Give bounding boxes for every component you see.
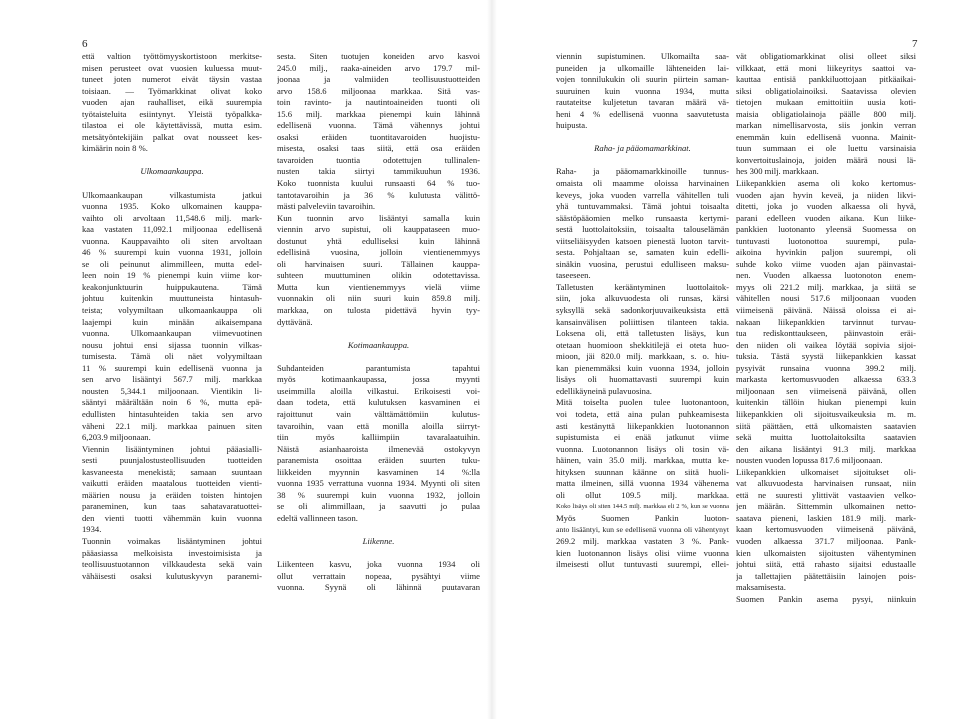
text-line: nousu johtui ensi sijassa tuonnin vilkas- [82, 339, 262, 350]
right-page-column-2 [736, 51, 916, 605]
text-line: useimmilla aloilla vilkastui. Erikoisesti voi- [277, 385, 480, 396]
text-line: maksamisesta. [736, 582, 786, 593]
text-line: vuonna. Ulkomaankaupan viimevuotinen [82, 328, 262, 339]
text-line: nusten takia siirtyi tammikuuhun 1936. [277, 166, 480, 177]
text-line: vaihto oli arvoltaan 11,548.6 milj. mark- [82, 212, 262, 223]
text-line: suhde koko viime vuoden ajan päinvastai- [736, 258, 916, 269]
text-line: tuksia. Tästä syystä liikepankkien kassat [736, 351, 916, 362]
text-line: Liikepankkien ulkomaiset sijoitukset oli- [736, 466, 916, 477]
text-line: määrien nousu ja eräiden toisten hintojen [82, 489, 262, 500]
text-line: 15.6 milj. markkaa pienempi kuin lähinnä [277, 108, 480, 119]
text-line: liikepankkien oli sijoitusvaikeuksia m. m. [736, 408, 916, 419]
text-line: rautateitse kuljetetun tavaran määrä vä- [556, 97, 729, 108]
text-line: vähäisesti osaksi kulutuskyvyn paranemi- [82, 570, 262, 581]
text-line: tuun summaan ei ole luettu varsinaisia [736, 143, 916, 154]
text-line: kien ulkomaisten sijoitusten vähentyminen [736, 547, 916, 558]
text-line: edellisinä vuosina, jolloin vientienemmyys [277, 247, 480, 258]
text-line: laajempi kuin minään aikaisempana [82, 316, 262, 327]
text-line: metsätyöntekijäin palkat ovat nousseet kes- [82, 131, 262, 142]
text-line: Mitä toiselta puolen tulee luotonantoon, [556, 397, 729, 408]
text-line: arvo 158.6 miljoonaa markkaa. Sitä vas- [277, 85, 480, 96]
text-line: suhteen muuttuminen olikin odotettavissa. [277, 270, 480, 281]
text-line: vähitellen nousi 517.6 miljoonaan vuoden [736, 293, 916, 304]
text-line: suuruinen kuin vuonna 1934, mutta [556, 85, 729, 96]
text-line: vat alkuvuodesta harvinaisen runsaat, niin [736, 478, 916, 489]
text-line: pankkien luotonanto yleensä Suomessa on [736, 224, 916, 235]
text-line: väheni 22.1 milj. markkaa painuen siten [82, 420, 262, 431]
text-line: vuonna 1935. Koko ulkomainen kauppa- [82, 201, 262, 212]
text-line: se oli alimmillaan, ja saavutti jo pulaa [277, 501, 480, 512]
text-line: myys oli 221.2 milj. markkaa, ja siitä se [736, 281, 916, 292]
text-line: osaksi eräiden tuontitavaroiden huojistu- [277, 131, 480, 142]
blank-line [556, 155, 729, 167]
text-line: edellisenä vuonna. Tämä vähennys johtui [277, 120, 480, 131]
text-line: Talletusten kerääntyminen luottolaitok- [556, 281, 729, 292]
text-line: johtuu kuitenkin muuttuneista hintasuh- [82, 293, 262, 304]
text-line: Ulkomaankaupan vilkastumista jatkui [82, 189, 262, 200]
text-line: Koko lisäys oli siten 144.5 milj. markkaa eli 2 %, kun se vuonna [556, 503, 729, 511]
text-line: sesta. Pohjaltaan se, samaten kuin edelli- [556, 247, 729, 258]
text-line: supistumista ei enää jatkunut viime [556, 432, 729, 443]
text-line: markkaa, on tulosta pidettävä hyvin tyy- [277, 305, 480, 316]
text-line: edellikäyneinä pulavuosina. [556, 385, 652, 396]
text-line: tumisesta. Tämä oli näet volyymiltaan [82, 351, 262, 362]
text-line: vojen tonnilukukin oli suurin piirtein saman- [556, 74, 729, 85]
text-line: edeltä vallinneen tason. [277, 512, 358, 523]
text-line: misen perusteet ovat vuosien kuluessa muut- [82, 62, 262, 73]
text-line: markan nimellisarvosta, siis jonkin verran [736, 120, 916, 131]
text-line: sinäkin vuosina, perustui edulliseen maksu- [556, 258, 729, 269]
text-line: puneiden ja ulkomaille lähteneiden lai- [556, 62, 729, 73]
blank-line [556, 132, 729, 144]
text-line: kien luotonannon lisäys olisi viime vuonna [556, 547, 729, 558]
blank-line [82, 178, 262, 190]
text-line: että ne suuresti ylittivät vastaavien velko- [736, 489, 916, 500]
text-line: Liikenteen kasvu, joka vuonna 1934 oli [277, 559, 480, 570]
text-line: teista; volyymiltaan ulkomaankauppa oli [82, 305, 262, 316]
text-line: syksyllä sekä sadonkorjuuvaikeuksista että [556, 305, 729, 316]
text-line: vuonna. Syynä oli lähinnä puutavaran [277, 582, 480, 593]
text-line: että valtion työttömyyskortistoon merkitse- [82, 51, 262, 61]
blank-line [277, 328, 480, 340]
text-line: tilastoa ei ole käytettävissä, mutta esim. [82, 120, 262, 131]
text-line: vuoden ajan hyvin keveä, ja niiden likvi- [736, 189, 916, 200]
text-line: Myös Suomen Pankin luoton- [556, 512, 729, 523]
text-line: daan todeta, että kulutuksen kasvaminen ei [277, 397, 480, 408]
text-line: nousten 5,344.1 miljoonaan. Vientikin li- [82, 385, 262, 396]
text-line: leen noin 19 % pienempi kuin viime kor- [82, 270, 262, 281]
text-line: sekä muitta luottolaitoksilta saatavien [736, 432, 916, 443]
text-line: dostunut yhtä edulliseksi kuin lähinnä [277, 235, 480, 246]
text-line: vaikutti eräiden maatalous tuotteiden vienti- [82, 478, 262, 489]
text-line: Viennin lisääntyminen johtui pääasialli- [82, 443, 262, 454]
text-line: den aikana lisääntyi 91.3 milj. markkaa [736, 443, 916, 454]
text-line: huipusta. [556, 120, 588, 131]
text-line: 1934. [82, 524, 102, 535]
text-line: toin ravinto- ja nautintoaineiden tuonti oli [277, 97, 480, 108]
text-line: voi todeta, että aina pulan puhkeamisesta [556, 408, 729, 419]
text-line: Raha- ja pääomamarkkinoille tunnus- [556, 166, 729, 177]
text-line: 269.2 milj. markkaa vastaten 3 %. Pank- [556, 535, 729, 546]
text-line: jen määrän. Sittemmin ulkomainen netto- [736, 501, 916, 512]
text-line: johtui siitä, että rahasto sijaitsi edustaalle [736, 559, 916, 570]
text-line: siitä päättäen, että ulkomaisten saatavien [736, 420, 916, 431]
text-line: hityksen suunnan käänne on siitä huoli- [556, 466, 729, 477]
text-line: tuntuvasti luotonottoa suurempi, pula- [736, 235, 916, 246]
text-line: nen. Vuoden alkaessa luotonoton enem- [736, 270, 916, 281]
text-line: parani edelleen vuoden aikana. Kun liike- [736, 212, 916, 223]
text-line: kaa vastaten 11,092.1 miljoonaa edellisenä [82, 224, 262, 235]
text-line: otetaan huomioon shekkitilejä ei oteta huo- [556, 339, 729, 350]
text-line: vuonna 1935 verrattuna vuonna 1934. Myynti oli siten [277, 478, 480, 489]
text-line: tantotavaroihin ja 36 % kulutusta välittö- [277, 189, 480, 200]
text-line: sääntyi määrältään noin 6 %, mutta epä- [82, 397, 262, 408]
text-line: siin, joka alkuvuodesta oli runsas, kärsi [556, 293, 729, 304]
text-line: Liikepankkien asema oli koko kertomus- [736, 178, 916, 189]
left-page-column-1 [82, 51, 262, 582]
text-line: matta ilmeinen, sillä vuonna 1934 vähenema [556, 478, 729, 489]
text-line: mioon, jäi 820.0 milj. markkaan, s. o. hiu- [556, 351, 729, 362]
text-line: yhä tuntuvammaksi. Tämä johtui toisaalta [556, 201, 729, 212]
text-line: Mutta kun vientienemmyys vielä viime [277, 281, 480, 292]
text-line: omaista oli maamme oloissa harvinainen [556, 178, 729, 189]
text-line: sen arvo lisääntyi 567.7 milj. markkaa [82, 374, 262, 385]
text-line: vuonnakin oli niin suuri kuin 859.8 milj. [277, 293, 480, 304]
section-heading: Ulkomaankauppa. [140, 166, 204, 177]
blank-line [277, 548, 480, 560]
section-heading: Raha- ja pääomamarkkinat. [594, 143, 691, 154]
text-line: aikoina hyvinkin paljon suurempi, oli [736, 247, 916, 258]
text-line: vuoden ajan rauhalliset, eikä suurempia [82, 97, 262, 108]
text-line: viennin arvo supistui, oli kauppataseen muo- [277, 224, 480, 235]
text-line: säästöpääomien melko runsaasta kertymi- [556, 212, 729, 223]
text-line: tua rediskonttaukseen, päinvastoin eräi- [736, 328, 916, 339]
text-line: maisia obligatiolainoja päälle 800 milj. [736, 108, 916, 119]
text-line: 38 % suurempi kuin vuonna 1932, jolloin [277, 489, 480, 500]
text-line: misesta, osaksi taas siitä, että osa eräiden [277, 143, 480, 154]
text-line: Suomen Pankin asema pysyi, niinkuin [736, 593, 916, 604]
page-number-left: 6 [82, 38, 88, 50]
text-line: keveys, joka vuoden varrella vähitellen tuli [556, 189, 729, 200]
text-line: mästi palveleviin tavaroihin. [277, 201, 376, 212]
text-line: joonaa ja valmiiden teollisuustuotteiden [277, 74, 480, 85]
text-line: Loksena oli, että talletusten lisäys, kun [556, 328, 729, 339]
right-page-column-1 [556, 51, 729, 571]
text-line: den vienti tuotti vähemmän kuin vuonna [82, 512, 262, 523]
text-line: 245.0 milj., raaka-aineiden arvo 179.7 mil- [277, 62, 480, 73]
text-line: paraneminen, kun taas sahatavaratuottei- [82, 501, 262, 512]
text-line: tiin myös kalliimpiin tavaralaatuihin. [277, 432, 480, 443]
text-line: rajoittunut vain välttämättömiin kulutus- [277, 408, 480, 419]
text-line: teollisuustuotannon vilkkaudesta sekä vain [82, 559, 262, 570]
page-number-right: 7 [912, 38, 918, 50]
text-line: hes 300 milj. markkaan. [736, 166, 819, 177]
text-line: vuoden alkaessa 371.7 miljoonaa. Pank- [736, 535, 916, 546]
text-line: vät obligatiomarkkinat olisi olleet siksi [736, 51, 916, 61]
text-line: ja tallettajien päätettäisiin lainojen pois- [736, 570, 916, 581]
book-spine [487, 0, 497, 719]
text-line: tuneet joten numerot eivät täysin vastaa [82, 74, 262, 85]
text-line: 6,203.9 miljoonaan. [82, 432, 151, 443]
text-line: viitseliäisyyden katsoen pienestä luoton tarvit- [556, 235, 729, 246]
text-line: keakonjunktuurin huippukautena. Tämä [82, 281, 262, 292]
text-line: dyttävänä. [277, 316, 313, 327]
text-line: nousten vuoden lopussa 817.6 miljoonaan. [736, 455, 883, 466]
text-line: tietojen mukaan emittoitiin uusia koti- [736, 97, 916, 108]
text-line: kaan kertomusvuoden viimeisenä päivänä, [736, 524, 916, 535]
text-line: asti kestänyttä liikepankkien luotonannon [556, 420, 729, 431]
text-line: lisäys oli huomattavasti suurempi kuin [556, 374, 729, 385]
text-line: saatava pieneni, laskien 181.9 milj. mark- [736, 512, 916, 523]
text-line: oli harvinaisen suuri. Tällainen kauppa- [277, 258, 480, 269]
text-line: paranemista osoittaa eräiden suurten tuku- [277, 455, 480, 466]
text-line: myös kotimaankaupassa, jossa myynti [277, 374, 480, 385]
text-line: konvertoituslainoja, joiden määrä nousi lä- [736, 154, 916, 165]
text-line: Kun tuonnin arvo lisääntyi samalla kuin [277, 212, 480, 223]
text-line: ollut verrattain nopeaa, pysähtyi viime [277, 570, 480, 581]
text-line: 11 % suurempi kuin edellisenä vuonna ja [82, 362, 262, 373]
text-line: den niiden oli vaikea löytää sopivia sijoi- [736, 339, 916, 350]
text-line: vilkkaat, että moni liikeyritys saattoi va- [736, 62, 916, 73]
text-line: tavaroihin, vaan että monilla aloilla siirryt- [277, 420, 480, 431]
text-line: oli ollut 109.5 milj. markkaa. [556, 489, 729, 500]
text-line: ilmeisesti ollut tuntuvasti suurempi, ellei- [556, 559, 729, 570]
text-line: edullisten hintasuhteiden takia sen arvo [82, 408, 262, 419]
text-line: se oli peinunut alimmilleen, mutta edel- [82, 258, 262, 269]
text-line: kan pienemmäksi kuin vuonna 1934, jolloin [556, 362, 729, 373]
blank-line [277, 524, 480, 536]
text-line: tavaroiden tuontia odotettujen tullinalen- [277, 154, 480, 165]
text-line: enemmän kuin edellisenä vuonna. Mainit- [736, 131, 916, 142]
text-line: ditetti, joka jo vuoden alkaessa oli hyvä, [736, 201, 916, 212]
text-line: häinen, vain 35.0 milj. markkaa, mutta ke- [556, 455, 729, 466]
left-page-column-2 [277, 51, 480, 594]
text-line: toisiaan. — Työmarkkinat olivat koko [82, 85, 262, 96]
text-line: liikkeiden myynnin kasvaminen 14 %:lla [277, 466, 480, 477]
text-line: vuonna. Kauppavaihto oli siten arvoltaan [82, 235, 262, 246]
text-line: anto lisääntyi, kun se edellisenä vuonna oli vähentynyt [556, 525, 729, 535]
text-line: miljoonaan sen viimeisenä päivänä, ollen [736, 385, 916, 396]
text-line: työtaisteluita esiintynyt. Yleistä työpalkka- [82, 108, 262, 119]
text-line: Suhdanteiden parantumista tapahtui [277, 362, 480, 373]
text-line: Tuonnin voimakas lisääntyminen johtui [82, 535, 262, 546]
text-line: kimäärin noin 8 %. [82, 143, 148, 154]
text-line: viennin supistuminen. Ulkomailta saa- [556, 51, 729, 61]
section-heading: Liikenne. [362, 535, 395, 546]
text-line: nakaan liikepankkien tarvinnut turvau- [736, 316, 916, 327]
text-line: sestä luottolaitoksiin, toisaalta talouselämän [556, 224, 729, 235]
text-line: kuitenkin tällöin hiukan pienempi kuin [736, 397, 916, 408]
blank-line [82, 155, 262, 167]
text-line: 46 % suurempi kuin vuonna 1931, jolloin [82, 247, 262, 258]
text-line: pysyivät runsaina vuonna 399.2 milj. [736, 362, 916, 373]
text-line: markasta kertomusvuoden alkaessa 633.3 [736, 374, 916, 385]
text-line: sesta. Siten tuotujen koneiden arvo kasvoi [277, 51, 480, 61]
text-line: Koko tuonnista kuului runsaasti 64 % tuo- [277, 178, 480, 189]
section-heading: Kotimaankauppa. [347, 339, 410, 350]
text-line: viimeisenä päivänä. Näissä oloissa ei ai- [736, 305, 916, 316]
text-line: kauttaa entisiä pankkiluottojaan pitkäaikai- [736, 74, 916, 85]
text-line: pääasiassa melkoisista investoimisista ja [82, 547, 262, 558]
text-line: kasvaneesta menekistä; samaan suuntaan [82, 466, 262, 477]
text-line: Näistä asianhaaroista ilmenevää ostokyvyn [277, 443, 480, 454]
text-line: vuonna. Luotonannon lisäys oli tosin vä- [556, 443, 729, 454]
blank-line [277, 351, 480, 363]
text-line: taseeseen. [556, 270, 591, 281]
text-line: sesti puunjalostusteollisuuden tuotteiden [82, 455, 262, 466]
text-line: siksi obligatiolainoiksi. Saatavissa olevien [736, 85, 916, 96]
text-line: kansainvälisen poliittisen tilanteen takia. [556, 316, 729, 327]
text-line: heni 4 % edellisenä vuonna saavutetusta [556, 108, 729, 119]
